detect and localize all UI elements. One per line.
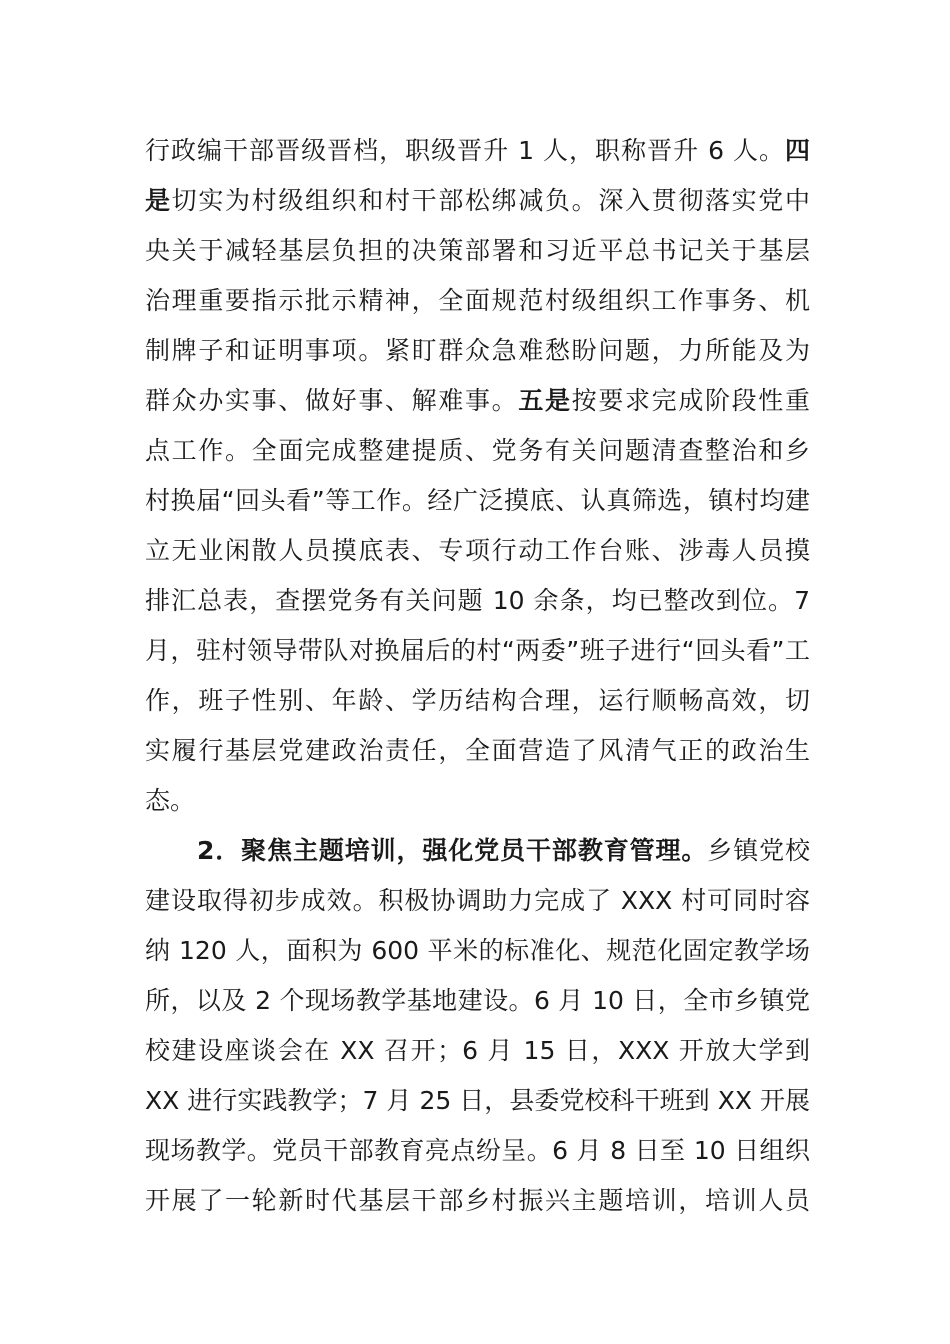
- text-segment: 点工作。全面完成整建提质、党务有关问题清查整治和乡: [145, 436, 810, 465]
- bold-text-segment: 2．聚焦主题培训，强化党员干部教育管理。: [197, 836, 708, 865]
- paragraph-2-line: [145, 1076, 810, 1126]
- text-segment: 排汇总表，查摆党务有关问题 10 余条，均已整改到位。7: [145, 586, 810, 615]
- paragraph-1-line: [145, 676, 810, 726]
- text-segment: 建设取得初步成效。积极协调助力完成了 XXX 村可同时容: [145, 886, 810, 915]
- paragraph-2-line: [145, 926, 810, 976]
- text-segment: 行政编干部晋级晋档，职级晋升 1 人，职称晋升 6 人。: [145, 136, 785, 165]
- document-body: [145, 126, 810, 1226]
- text-segment: 态。: [145, 786, 196, 815]
- paragraph-1-line: [145, 726, 810, 776]
- paragraph-2-line: [145, 1176, 810, 1226]
- bold-text-segment: 五是: [518, 386, 572, 415]
- text-segment: 开展了一轮新时代基层干部乡村振兴主题培训，培训人员: [145, 1186, 810, 1215]
- text-segment: 切实为村级组织和村干部松绑减负。深入贯彻落实党中: [171, 186, 810, 215]
- text-segment: 校建设座谈会在 XX 召开；6 月 15 日，XXX 开放大学到: [145, 1036, 810, 1065]
- text-segment: 立无业闲散人员摸底表、专项行动工作台账、涉毒人员摸: [145, 536, 810, 565]
- paragraph-1-line: [145, 376, 810, 426]
- paragraph-2-line: [145, 826, 810, 876]
- text-segment: 制牌子和证明事项。紧盯群众急难愁盼问题，力所能及为: [145, 336, 810, 365]
- text-segment: 作，班子性别、年龄、学历结构合理，运行顺畅高效，切: [145, 686, 810, 715]
- paragraph-2-line: [145, 876, 810, 926]
- text-segment: 央关于减轻基层负担的决策部署和习近平总书记关于基层: [145, 236, 810, 265]
- paragraph-1-line: [145, 426, 810, 476]
- bold-text-segment: 是: [145, 186, 172, 215]
- text-segment: XX 进行实践教学；7 月 25 日，县委党校科干班到 XX 开展: [145, 1086, 810, 1115]
- text-segment: 现场教学。党员干部教育亮点纷呈。6 月 8 日至 10 日组织: [145, 1136, 810, 1165]
- paragraph-1-line: [145, 176, 810, 226]
- paragraph-1-line: [145, 476, 810, 526]
- paragraph-1-line: [145, 326, 810, 376]
- text-segment: 按要求完成阶段性重: [571, 386, 810, 415]
- text-segment: 月，驻村领导带队对换届后的村“两委”班子进行“回头看”工: [145, 636, 810, 665]
- paragraph-1-line: [145, 226, 810, 276]
- paragraph-1-line: [145, 576, 810, 626]
- bold-text-segment: 四: [784, 136, 810, 165]
- text-segment: 群众办实事、做好事、解难事。: [145, 386, 519, 415]
- paragraph-1-line: [145, 276, 810, 326]
- paragraph-1-line: [145, 126, 810, 176]
- paragraph-1-line: [145, 626, 810, 676]
- text-segment: 治理重要指示批示精神，全面规范村级组织工作事务、机: [145, 286, 810, 315]
- text-segment: 实履行基层党建政治责任，全面营造了风清气正的政治生: [145, 736, 810, 765]
- text-segment: 所，以及 2 个现场教学基地建设。6 月 10 日，全市乡镇党: [145, 986, 810, 1015]
- text-segment: 纳 120 人，面积为 600 平米的标准化、规范化固定教学场: [145, 936, 810, 965]
- paragraph-2-line: [145, 976, 810, 1026]
- paragraph-2-line: [145, 1026, 810, 1076]
- text-segment: 乡镇党校: [707, 836, 810, 865]
- text-segment: 村换届“回头看”等工作。经广泛摸底、认真筛选，镇村均建: [145, 486, 810, 515]
- paragraph-1-line: [145, 776, 810, 826]
- paragraph-2-line: [145, 1126, 810, 1176]
- paragraph-1-line: [145, 526, 810, 576]
